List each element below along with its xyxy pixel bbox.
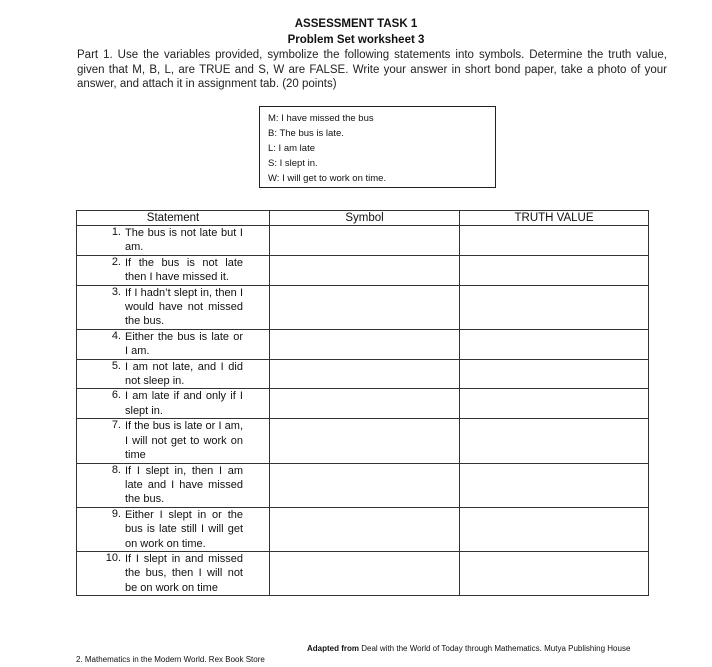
- table-row: [77, 329, 649, 359]
- symbol-cell: [270, 285, 460, 329]
- statement-text: If the bus is not late then I have missed it.: [125, 256, 243, 284]
- statement-cell: [77, 359, 270, 389]
- table-header-row: [77, 211, 649, 226]
- statement-text: I am not late, and I did not sleep in.: [125, 360, 243, 388]
- statement-cell: [77, 551, 270, 595]
- statement-text: I am late if and only if I slept in.: [125, 390, 243, 417]
- variable-item: S: I slept in.: [268, 158, 318, 169]
- statements-table: [76, 210, 649, 596]
- table-body: [77, 226, 649, 596]
- table-row: [77, 359, 649, 389]
- statement-number: 7.: [111, 419, 121, 432]
- table-row: [77, 463, 649, 507]
- statement-cell: [77, 255, 270, 285]
- statement-number: 3.: [111, 285, 121, 298]
- table-row: [77, 551, 649, 595]
- document-subtitle: Problem Set worksheet 3: [287, 34, 425, 46]
- statement-number: 9.: [111, 507, 121, 520]
- statement-text: If I hadn’t slept in, then I would have not missed the bus.: [125, 286, 243, 328]
- symbol-cell: [270, 463, 460, 507]
- adapted-text: Deal with the World of Today through Mathematics. Mutya Publishing House: [359, 644, 631, 653]
- statement-number: 4.: [111, 329, 121, 342]
- document-title: ASSESSMENT TASK 1: [294, 18, 418, 30]
- symbol-cell: [270, 507, 460, 551]
- truth-value-cell: [460, 285, 649, 329]
- symbol-cell: [270, 226, 460, 256]
- footer-adapted-from: [307, 644, 630, 653]
- statement-cell: [77, 329, 270, 359]
- statement-number: 2.: [111, 255, 121, 268]
- truth-value-cell: [460, 507, 649, 551]
- column-header-symbol: Symbol: [270, 211, 460, 226]
- truth-value-cell: [460, 419, 649, 463]
- symbol-cell: [270, 255, 460, 285]
- truth-value-cell: [460, 255, 649, 285]
- statement-text: Either the bus is late or I am.: [125, 330, 243, 358]
- statement-text: Either I slept in or the bus is late still I will get on work on time.: [125, 508, 243, 550]
- statement-cell: [77, 507, 270, 551]
- variable-item: B: The bus is late.: [268, 128, 344, 139]
- column-header-statement: Statement: [77, 211, 270, 226]
- column-header-truth-value: TRUTH VALUE: [460, 211, 649, 226]
- statement-text: If the bus is late or I am, I will not get to work on time: [125, 420, 243, 462]
- statement-cell: [77, 226, 270, 256]
- footer-reference: 2. Mathematics in the Modern World. Rex Book Store: [76, 655, 265, 664]
- symbol-cell: [270, 329, 460, 359]
- adapted-label: Adapted from: [307, 644, 359, 653]
- variables-box: [259, 106, 496, 188]
- symbol-cell: [270, 419, 460, 463]
- symbol-cell: [270, 389, 460, 419]
- truth-value-cell: [460, 389, 649, 419]
- truth-value-cell: [460, 329, 649, 359]
- truth-value-cell: [460, 551, 649, 595]
- symbol-cell: [270, 551, 460, 595]
- statement-text: The bus is not late but I am.: [125, 227, 243, 254]
- table-row: [77, 226, 649, 256]
- variable-item: W: I will get to work on time.: [268, 173, 387, 184]
- statement-cell: [77, 463, 270, 507]
- statement-text: If I slept in and missed the bus, then I will not be on work on time: [125, 552, 243, 594]
- variable-item: M: I have missed the bus: [268, 113, 374, 124]
- statement-cell: [77, 285, 270, 329]
- table-row: [77, 255, 649, 285]
- statement-text: If I slept in, then I am late and I have missed the bus.: [125, 464, 243, 506]
- statement-number: 10.: [105, 551, 121, 564]
- statement-number: 8.: [111, 463, 121, 476]
- table-row: [77, 507, 649, 551]
- truth-value-cell: [460, 463, 649, 507]
- statement-cell: [77, 419, 270, 463]
- table-row: [77, 419, 649, 463]
- variable-item: L: I am late: [268, 143, 315, 154]
- truth-value-cell: [460, 226, 649, 256]
- table-row: [77, 389, 649, 419]
- statement-number: 5.: [111, 359, 121, 372]
- truth-value-cell: [460, 359, 649, 389]
- statement-cell: [77, 389, 270, 419]
- table-row: [77, 285, 649, 329]
- statement-number: 1.: [111, 226, 121, 238]
- instructions-paragraph: Part 1. Use the variables provided, symbolize the following statements into symbols. Determine the truth value, given that M, B, L, are TRUE and S, W are FALSE. Write your answer in short bond paper, take a photo of your answer, and attach it in assignment tab. (20 points): [77, 49, 667, 90]
- statement-number: 6.: [111, 389, 121, 402]
- symbol-cell: [270, 359, 460, 389]
